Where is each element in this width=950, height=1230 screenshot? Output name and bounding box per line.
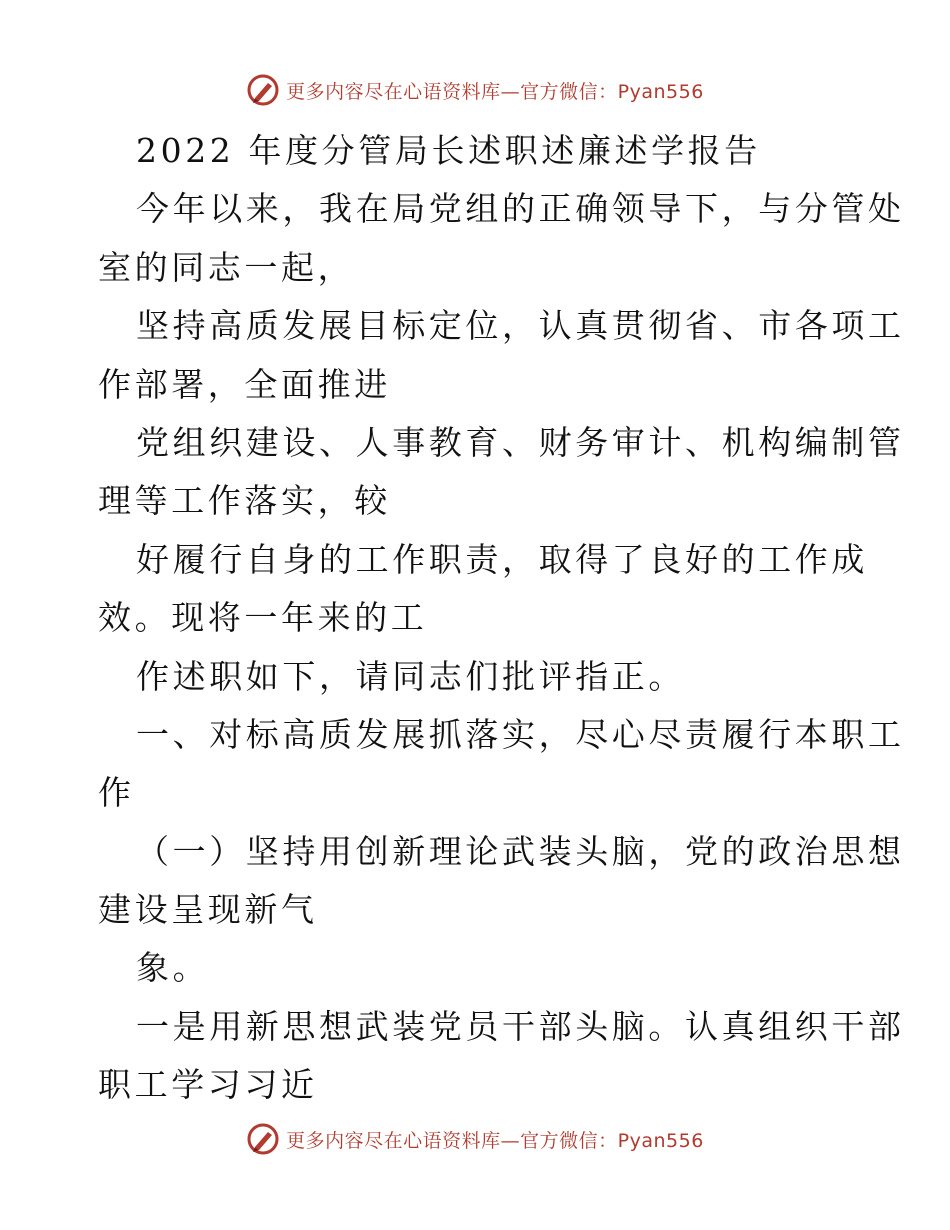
document-body	[98, 122, 905, 1115]
watermark-text: 更多内容尽在心语资料库—官方微信：Pyan556	[286, 80, 704, 103]
text-line: 理等工作落实，较	[98, 481, 391, 521]
text-line: 建设呈现新气	[98, 890, 318, 930]
text-line: 一是用新思想武装党员干部头脑。认真组织干部	[136, 1006, 905, 1046]
watermark-banner-top	[0, 68, 950, 112]
text-line: 好履行自身的工作职责，取得了良好的工作成	[136, 539, 868, 579]
text-line: 作述职如下，请同志们批评指正。	[136, 656, 685, 696]
text-line: 党组织建设、人事教育、财务审计、机构编制管	[136, 422, 905, 462]
document-title: 2022 年度分管局长述职述廉述学报告	[136, 131, 761, 170]
pen-seal-icon	[246, 73, 280, 107]
text-line: 今年以来，我在局党组的正确领导下，与分管处	[136, 189, 905, 229]
text-line: （一）坚持用创新理论武装头脑，党的政治思想	[136, 831, 905, 871]
text-line: 一、对标高质发展抓落实，尽心尽责履行本职工	[136, 714, 905, 754]
text-line: 职工学习习近	[98, 1065, 318, 1105]
pen-seal-icon	[246, 1122, 280, 1156]
text-line: 室的同志一起，	[98, 247, 355, 287]
text-line: 坚持高质发展目标定位，认真贯彻省、市各项工	[136, 306, 905, 346]
text-line: 作部署，全面推进	[98, 364, 391, 404]
text-line: 效。现将一年来的工	[98, 598, 428, 638]
watermark-text: 更多内容尽在心语资料库—官方微信：Pyan556	[286, 1129, 704, 1152]
text-line: 象。	[136, 948, 210, 988]
watermark-banner-bottom	[0, 1117, 950, 1161]
text-line: 作	[98, 773, 135, 813]
